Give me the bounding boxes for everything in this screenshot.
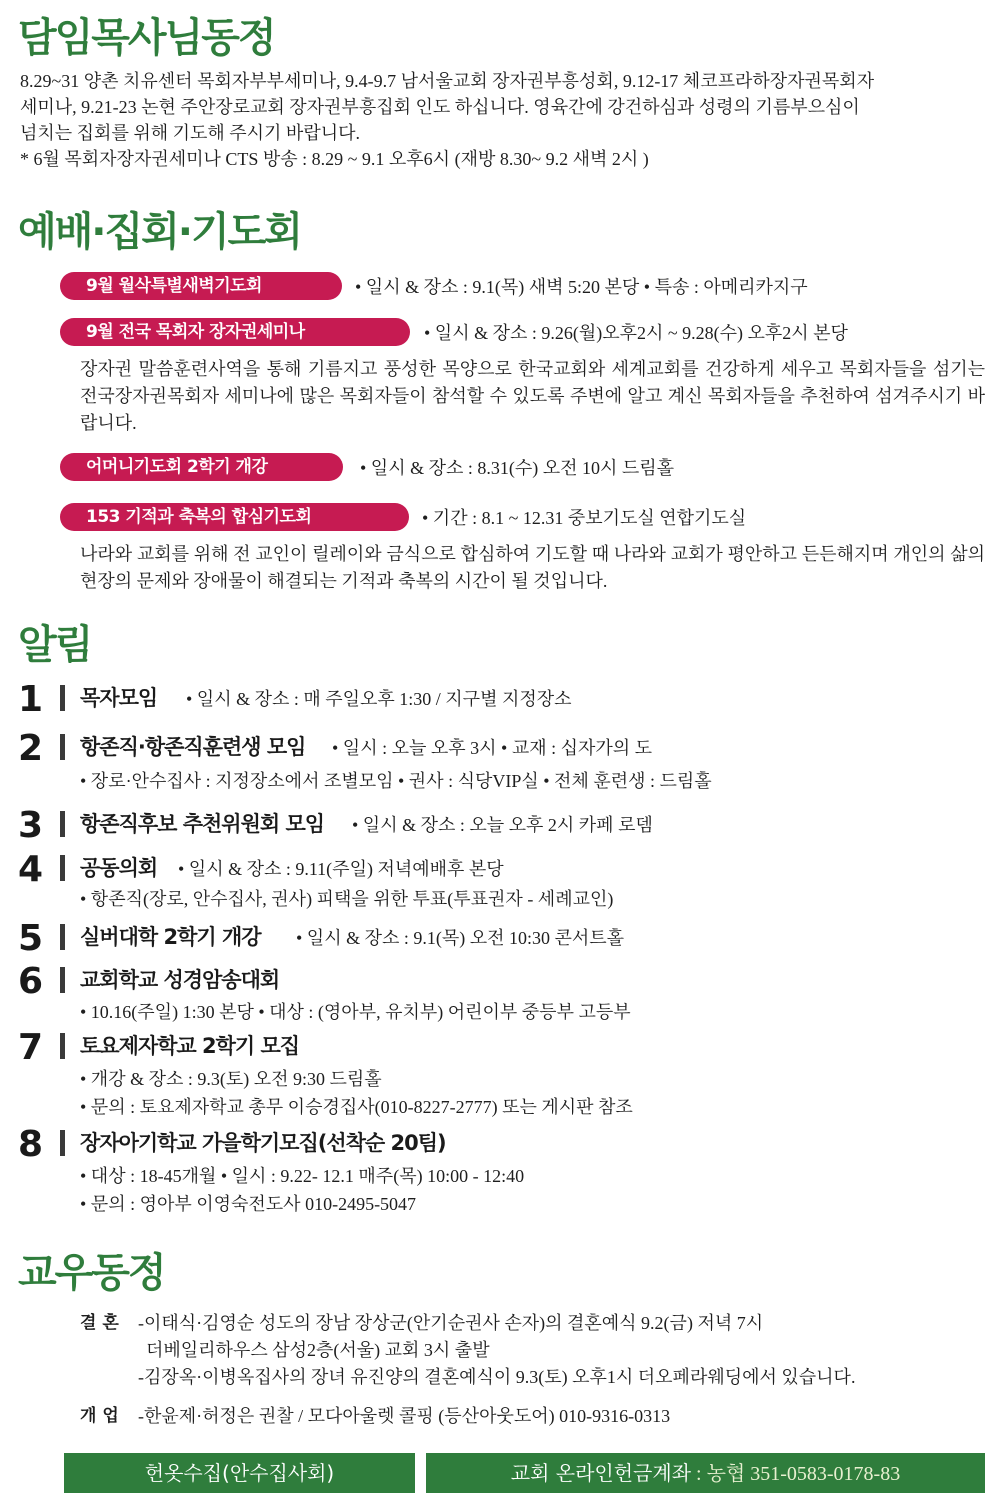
wedding-line: -이태식·김영순 성도의 장남 장상군(안기순권사 손자)의 결혼예식 9.2(금) 저녁 7시 xyxy=(138,1313,764,1333)
notice-number: 6 xyxy=(18,961,44,1002)
notice-title: 토요제자학교 2학기 모집 xyxy=(80,1034,300,1058)
notice-number: 1 xyxy=(18,679,44,720)
notice-title: 실버대학 2학기 개강 xyxy=(80,925,261,949)
wedding-line: 더베일리하우스 삼성2층(서울) 교회 3시 출발 xyxy=(146,1340,490,1360)
notice-sub: • 문의 : 토요제자학교 총무 이승경집사(010-8227-2777) 또는 게시판 참조 xyxy=(80,1097,633,1117)
event-pill-pastor-seminar: 9월 전국 목회자 장자권세미나 xyxy=(60,318,410,346)
online-offering-account: : 농협 351-0583-0178-83 xyxy=(691,1463,901,1485)
event-pill-mothers-prayer: 어머니기도회 2학기 개강 xyxy=(60,453,343,481)
worship-heading: 예배·집회·기도회 xyxy=(18,209,301,255)
opening-label: 개 업 xyxy=(80,1406,119,1426)
members-heading: 교우동정 xyxy=(18,1250,165,1296)
notice-number: 8 xyxy=(18,1124,44,1165)
opening-line: -한윤제·허정은 권찰 / 모다아울렛 콜핑 (등산아웃도어) 010-9316-0313 xyxy=(138,1406,671,1426)
notice-title: 항존직·항존직훈련생 모임 xyxy=(80,735,306,759)
pastor-line: 8.29~31 양촌 치유센터 목회자부부세미나, 9.4-9.7 남서울교회 장자권부흥성회, 9.12-17 체코프라하장자권목회자 xyxy=(20,71,875,91)
event-info: • 일시 & 장소 : 9.1(목) 새벽 5:20 본당 • 특송 : 아메리카지구 xyxy=(355,277,808,297)
notice-number: 4 xyxy=(18,849,44,890)
online-offering-label: 교회 온라인헌금계좌 xyxy=(510,1461,692,1485)
event-pill-153-prayer: 153 기적과 축복의 합심기도회 xyxy=(60,503,409,531)
notice-heading: 알림 xyxy=(18,622,92,668)
notice-divider xyxy=(60,685,65,711)
notice-divider xyxy=(60,1130,65,1156)
notice-divider xyxy=(60,811,65,837)
notice-number: 2 xyxy=(18,728,44,769)
notice-number: 7 xyxy=(18,1027,44,1068)
pastor-news xyxy=(20,68,874,172)
online-offering-banner xyxy=(426,1453,985,1493)
notice-title: 공동의회 xyxy=(80,856,158,880)
notice-divider xyxy=(60,855,65,881)
event-description: 장자권 말씀훈련사역을 통해 기름지고 풍성한 목양으로 한국교회와 세계교회를 건강하게 세우고 목회자들을 섬기는 전국장자권목회자 세미나에 많은 목회자들이 참석할 수 있도록 주변에 알고 계신 목회자들을 추천하여 섬겨주시기 바랍니다. xyxy=(80,359,985,433)
notice-sub: • 장로·안수집사 : 지정장소에서 조별모임 • 권사 : 식당VIP실 • 전체 훈련생 : 드림홀 xyxy=(80,771,712,791)
notice-info: • 일시 & 장소 : 9.1(목) 오전 10:30 콘서트홀 xyxy=(296,928,625,948)
event-description: 나라와 교회를 위해 전 교인이 릴레이와 금식으로 합심하여 기도할 때 나라와 교회가 평안하고 든든해지며 개인의 삶의 현장의 문제와 장애물이 해결되는 기적과 축복의 시간이 될 것입니다. xyxy=(80,544,985,591)
notice-sub: • 10.16(주일) 1:30 본당 • 대상 : (영아부, 유치부) 어린이부 중등부 고등부 xyxy=(80,1002,631,1022)
event-info: • 일시 & 장소 : 9.26(월)오후2시 ~ 9.28(수) 오후2시 본당 xyxy=(424,323,848,343)
wedding-line: -김장옥·이병옥집사의 장녀 유진양의 결혼예식이 9.3(토) 오후1시 더오페라웨딩에서 있습니다. xyxy=(138,1367,856,1387)
notice-divider xyxy=(60,967,65,993)
wedding-label: 결 혼 xyxy=(80,1313,119,1333)
pastor-line: 세미나, 9.21-23 논현 주안장로교회 장자권부흥집회 인도 하십니다. 영육간에 강건하심과 성령의 기름부으심이 xyxy=(20,97,860,117)
event-info: • 일시 & 장소 : 8.31(수) 오전 10시 드림홀 xyxy=(360,458,675,478)
pastor-line: * 6월 목회자장자권세미나 CTS 방송 : 8.29 ~ 9.1 오후6시 (재방 8.30~ 9.2 새벽 2시 ) xyxy=(20,149,649,169)
notice-number: 3 xyxy=(18,805,44,846)
notice-title: 장자아기학교 가을학기모집(선착순 20팀) xyxy=(80,1131,446,1155)
pastor-heading: 담임목사님동정 xyxy=(18,15,275,61)
clothes-collection-text: 헌옷수집(안수집사회) xyxy=(144,1461,335,1485)
notice-sub: • 대상 : 18-45개월 • 일시 : 9.22- 12.1 매주(목) 10:00 - 12:40 xyxy=(80,1166,525,1186)
event-info: • 기간 : 8.1 ~ 12.31 중보기도실 연합기도실 xyxy=(422,508,747,528)
notice-sub: • 항존직(장로, 안수집사, 권사) 피택을 위한 투표(투표권자 - 세례교인) xyxy=(80,889,614,909)
notice-title: 교회학교 성경암송대회 xyxy=(80,968,280,992)
notice-divider xyxy=(60,924,65,950)
notice-info: • 일시 & 장소 : 9.11(주일) 저녁예배후 본당 xyxy=(178,859,504,879)
notice-info: • 일시 & 장소 : 오늘 오후 2시 카페 로뎀 xyxy=(352,815,653,835)
notice-title: 목자모임 xyxy=(80,686,158,710)
notice-title: 항존직후보 추천위원회 모임 xyxy=(80,812,325,836)
notice-info: • 일시 : 오늘 오후 3시 • 교재 : 십자가의 도 xyxy=(332,738,653,758)
notice-sub: • 개강 & 장소 : 9.3(토) 오전 9:30 드림홀 xyxy=(80,1069,382,1089)
notice-divider xyxy=(60,734,65,760)
notice-info: • 일시 & 장소 : 매 주일오후 1:30 / 지구별 지정장소 xyxy=(186,689,572,709)
notice-number: 5 xyxy=(18,918,44,959)
clothes-collection-banner xyxy=(64,1453,415,1493)
notice-divider xyxy=(60,1033,65,1059)
notice-sub: • 문의 : 영아부 이영숙전도사 010-2495-5047 xyxy=(80,1194,417,1214)
event-pill-dawn-prayer: 9월 월삭특별새벽기도회 xyxy=(60,272,342,300)
pastor-line: 넘치는 집회를 위해 기도해 주시기 바랍니다. xyxy=(20,123,360,143)
